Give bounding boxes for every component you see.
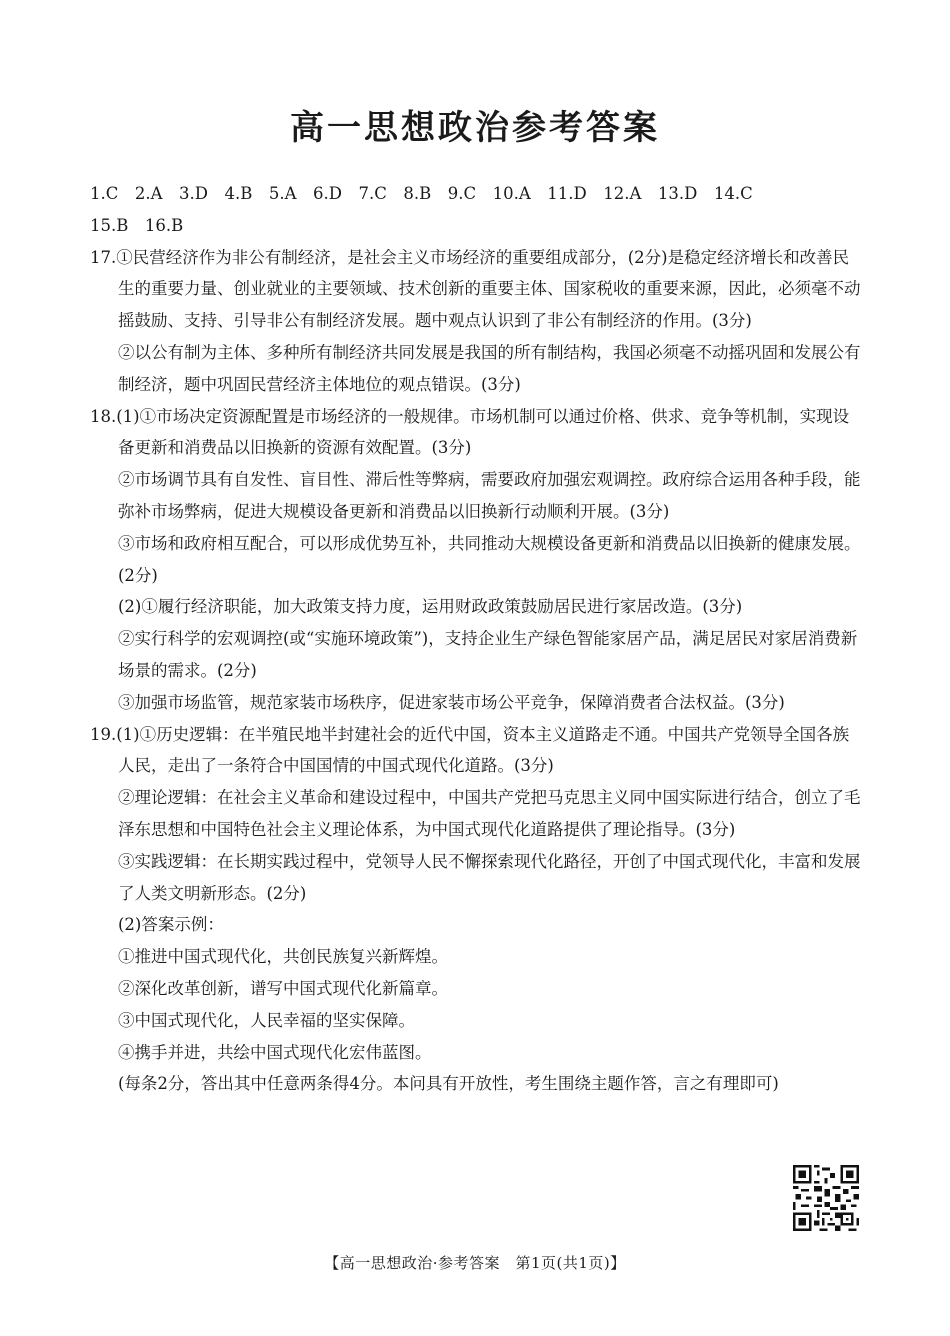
qr-code-icon: [793, 1165, 859, 1231]
q18-part1-point-1: 18.(1)①市场决定资源配置是市场经济的一般规律。市场机制可以通过价格、供求、竞争等机制，实现设备更新和消费品以旧换新的资源有效配置。(3分): [90, 406, 850, 458]
q19-part1-point-3: ③实践逻辑：在长期实践过程中，党领导人民不懈探索现代化路径，开创了中国式现代化，丰富和发展了人类文明新形态。(2分): [118, 851, 861, 903]
q17-point-1: 17.①民营经济作为非公有制经济，是社会主义市场经济的重要组成部分，(2分)是稳定经济增长和改善民生的重要力量、创业就业的主要领域、技术创新的重要主体、国家税收的重要来源，因此，必须毫不动摇鼓励、支持、引导非公有制经济发展。题中观点认识到了非公有制经济的作用。(3分): [90, 247, 861, 331]
q18-part1-point-3: ③市场和政府相互配合，可以形成优势互补，共同推动大规模设备更新和消费品以旧换新的健康发展。(2分): [118, 533, 861, 585]
q18-part1-point-2: ②市场调节具有自发性、盲目性、滞后性等弊病，需要政府加强宏观调控。政府综合运用各种手段，能弥补市场弊病，促进大规模设备更新和消费品以旧换新行动顺利开展。(3分): [118, 470, 861, 521]
q17-point-2: ②以公有制为主体、多种所有制经济共同发展是我国的所有制结构，我国必须毫不动摇巩固和发展公有制经济，题中巩固民营经济主体地位的观点错误。(3分): [118, 342, 861, 394]
mc-answers-line-1: 1.C 2.A 3.D 4.B 5.A 6.D 7.C 8.B 9.C 10.A 11.D 12.A 13.D 14.C: [90, 184, 753, 203]
q19-example-4: ④携手并进，共绘中国式现代化宏伟蓝图。: [118, 1042, 432, 1062]
q19-example-1: ①推进中国式现代化，共创民族复兴新辉煌。: [118, 947, 448, 967]
q19-part1-point-2: ②理论逻辑：在社会主义革命和建设过程中，中国共产党把马克思主义同中国实际进行结合，创立了毛泽东思想和中国特色社会主义理论体系，为中国式现代化道路提供了理论指导。(3分): [118, 788, 861, 839]
mc-answers-line-2: 15.B 16.B: [90, 215, 184, 235]
q18-part2-point-1: (2)①履行经济职能，加大政策支持力度，运用财政政策鼓励居民进行家居改造。(3分): [118, 597, 743, 617]
page-footer: 【高一思想政治·参考答案 第1页(共1页)】: [324, 1254, 626, 1272]
answer-content: [90, 178, 862, 1100]
page-title: 高一思想政治参考答案: [290, 108, 660, 148]
q18-part2-point-2: ②实行科学的宏观调控(或“实施环境政策”)，支持企业生产绿色智能家居产品，满足居民对家居消费新场景的需求。(2分): [118, 629, 858, 680]
q19-example-3: ③中国式现代化，人民幸福的坚实保障。: [118, 1010, 415, 1030]
q19-scoring-note: (每条2分，答出其中任意两条得4分。本问具有开放性，考生围绕主题作答，言之有理即可): [118, 1074, 779, 1094]
q19-example-2: ②深化改革创新，谱写中国式现代化新篇章。: [118, 978, 448, 998]
q19-part2-heading: (2)答案示例：: [118, 915, 224, 935]
q19-part1-point-1: 19.(1)①历史逻辑：在半殖民地半封建社会的近代中国，资本主义道路走不通。中国共产党领导全国各族人民，走出了一条符合中国国情的中国式现代化道路。(3分): [90, 724, 850, 776]
q18-part2-point-3: ③加强市场监管，规范家装市场秩序，促进家装市场公平竞争，保障消费者合法权益。(3分): [118, 692, 785, 712]
